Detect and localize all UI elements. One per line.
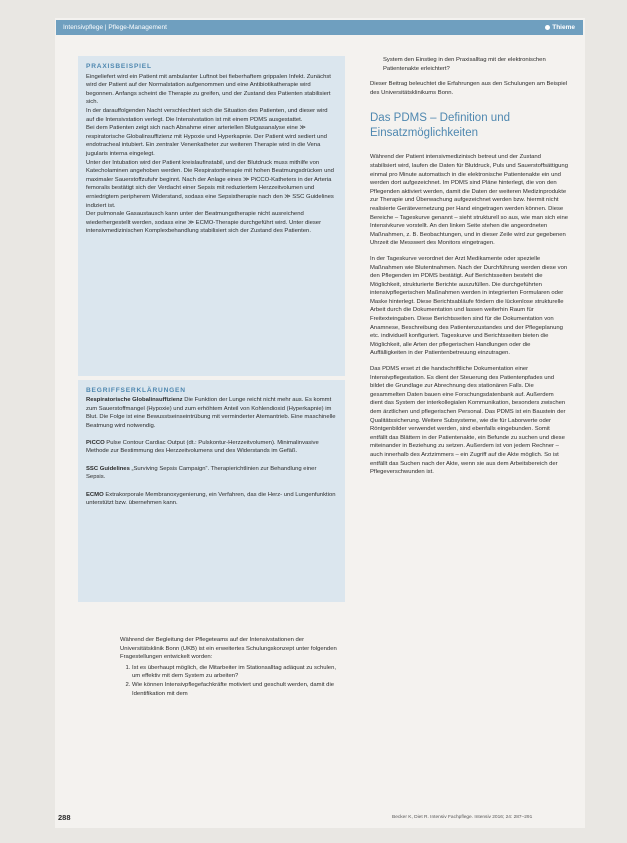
left-body-text: [120, 636, 345, 698]
glossary-entry: [86, 396, 337, 430]
praxisbeispiel-box: [78, 56, 345, 376]
glossary-definition: Die Funktion der Lunge reicht nicht mehr aus. Es kommt zum Sauerstoffmangel (Hypoxie) und zum erhöhtem Anteil von Kohlendioxid (Hyperkapnie) im Blut. Die Folge ist eine Bewusstseinseintrübung mit verminderter Atemantrieb. Eine maschinelle Beatmung wird notwendig.: [86, 397, 336, 429]
glossary-entry: [86, 465, 337, 482]
glossary-definition: „Surviving Sepsis Campaign“. Therapierichtlinien zur Behandlung einer Sepsis.: [86, 465, 317, 481]
glossary-entry: [86, 491, 337, 508]
question-item: 2. Wie können Intensivpflegefachkräfte motiviert und geschult werden, damit die Identifikation mit dem: [132, 681, 345, 698]
glossary-definition: Pulse Contour Cardiac Output (dt.: Pulskontur-Herzzeitvolumen). Minimalinvasive Methode zur Bestimmung des Herzzeitvolumens und des Widerstands im Gefäß.: [86, 440, 319, 455]
publisher-name: Thieme: [552, 24, 575, 31]
glossary-term: PiCCO: [86, 440, 105, 447]
glossary-term: ECMO: [86, 491, 104, 498]
left-intro-paragraph: Während der Begleitung der Pflegeteams auf der Intensivstationen der Universitätsklinik Bonn (UKB) ist ein erweitertes Schulungskonzept unter folgenden Fragestellungen entwickelt worden:: [120, 637, 337, 661]
page-number: 288: [58, 813, 71, 822]
glossary-term: SSC Guidelines: [86, 465, 130, 472]
glossary-definition: Extrakorporale Membranoxygenierung, ein Verfahren, das die Herz- und Lungenfunktion unterstützt bzw. übernehmen kann.: [86, 491, 336, 507]
praxisbeispiel-title: PRAXISBEISPIEL: [86, 63, 152, 70]
thieme-logo-icon: [545, 25, 550, 30]
citation-footer: Becker K, Diet R. Intensiv Fachpflege. Intensiv 2016; 24: 287–291: [392, 815, 533, 820]
glossary-entry: [86, 439, 337, 456]
praxis-paragraph-3: Bei dem Patienten zeigt sich nach Abnahme einer arteriellen Blutgasanalyse eine ≫ respiratorische Globalinsuffizienz mit Hypoxie und Hyperkapnie. Der Patient wird sediert und endotracheal intubiert. Ein zentraler Venenkatheter zur weiteren Therapie wird in die Vena jugularis interna eingelegt.: [86, 125, 327, 157]
glossary-term: Respiratorische Globalinsuffizienz: [86, 397, 183, 404]
question-list: [120, 664, 345, 698]
continuation-text: System den Einstieg in den Praxisalltag mit der elektronischen Patientenakte erleichtert?: [383, 57, 546, 72]
body-paragraph-1: Während der Patient intensivmedizinisch betreut und der Zustand stabilisiert wird, laufen die Daten für Blutdruck, Puls und Sauerstoffsättigung einmal pro Minute automatisch in die elektronische Patientenakte ein und werden dort aufgezeichnet. Im PDMS sind Pläne hinterlegt, die von den Pflegenden aktiviert werden, damit die Daten der weiteren Medizinprodukte zur Therapie und Überwachung aufgezeichnet werden bzw. hiermit nicht realisierte Gerätevernetzung per Hand eingetragen werden können. Diese Bereiche – Tageskurve genannt – sieht strukturell so aus, wie man sich eine Intensivkurve vorstellt. An den linken Seite stehen die angeordneten Maßnahmen, z. B. Beobachtungen, und in dieser Zeile wird zur gegebenen Uhrzeit die Messwert des Monitors eingetragen.: [370, 154, 568, 247]
intro-paragraph: Dieser Beitrag beleuchtet die Erfahrungen aus den Schulungen am Beispiel des Universitätsklinikums Bonn.: [370, 81, 568, 96]
praxis-paragraph-1: Eingeliefert wird ein Patient mit ambulanter Luftnot bei fieberhaftem grippalen Infekt. Zunächst wird der Patient auf der Normalstation aufgenommen und eine Antibiotikatherapie wird begonnen. Anfangs scheint die Therapie zu greifen, und der Zustand des Patienten stabilisiert sich.: [86, 73, 331, 106]
begriffserklaerungen-title: BEGRIFFSERKLÄRUNGEN: [86, 387, 186, 394]
header-section-label: Intensivpflege | Pflege-Management: [63, 24, 167, 31]
section-heading: Das PDMS – Definition und Einsatzmöglichkeiten: [370, 112, 510, 140]
right-column: [370, 56, 568, 484]
praxis-paragraph-2: In der darauffolgenden Nacht verschlechtert sich die Situation des Patienten, und dieser wird auf die Intensivstation verlegt. Die Intensivstation ist mit einem PDMS ausgestattet.: [86, 107, 328, 123]
question-item: 1. Ist es überhaupt möglich, die Mitarbeiter im Stationsalltag adäquat zu schulen, um effektiv mit dem System zu arbeiten?: [132, 664, 345, 681]
body-paragraph-2: In der Tageskurve verordnet der Arzt Medikamente oder spezielle Maßnahmen wie Blutentnahmen. Nach der Durchführung werden diese von den Pflegenden im PDMS bestätigt. Auf Berichtsseiten besteht die Möglichkeit, strukturierte Berichte auszufüllen. Die durchgeführten intensivpflegerischen Maßnahmen werden in integrierten Formularen oder Maske hinterlegt. Diese Berichtsabläufe fördern die lückenlose strukturelle Arbeit durch die Dokumentation und lassen weiterhin Raum für Freitexteingaben. Diese Berichtsseiten sind für die Dokumentation von Anamnese, Beschreibung des Patientenzustandes und der Pflegeplanung etc. individuell konfiguriert. Tageskurve und Berichtsseiten bieten die Möglichkeit, alle Arten der pflegerischen Handlungen oder die Auffälligkeiten in der Patientenbetreuung einzutragen.: [370, 255, 568, 357]
begriffserklaerungen-box: [78, 380, 345, 602]
body-paragraph-3: Das PDMS erset zt die handschriftliche Dokumentation einer Intensivpflegestation. Es dient der Steuerung des Patientenpfades und bildet die Grundlage zur Abrechnung des stationären Falls. Die gesammelten Daten bauen eine Forschungsdatenbank auf. Außerdem dient das System der interkollegialen Kommunikation, besonders zwischen dem ärztlichen und pflegerischen Personal. Das PDMS ist ein Baustein der Qualitätssicherung. Weitere Subsysteme, wie die für Laborwerte oder Röntgenbilder verwendet werden, sind ebenfalls eingebunden. Somit entfällt das Blättern in der Patientenakte, ein Befunde zu suchen und diese miteinander in Beziehung zu setzen. Außerdem ist von jedem Rechner – auch innerhalb des Arztzimmers – ein Zugriff auf die Akte möglich. So ist entfällt das Suchen nach der Akte, wenn sie aus dem Arbeitsbereich der Pflegeverschwunden ist.: [370, 366, 566, 476]
publisher-logo: [545, 20, 575, 35]
praxis-paragraph-5: Der pulmonale Gasaustausch kann unter der Beatmungstherapie nicht ausreichend wiederhergestellt werden, sodass eine ≫ ECMO-Therapie durchgeführt wird. Unter dieser intensivmedizinischen Komplexbehandlung stabilisiert sich der Zustand des Patienten.: [86, 211, 322, 235]
running-header: [56, 20, 583, 35]
praxis-paragraph-4: Unter der Intubation wird der Patient kreislaufinstabil, und der Blutdruck muss mithilfe von Katecholaminen angehoben werden. Die Respiratortherapie mit hohen Beatmungsdrücken und maximaler Sauerstoffzufuhr beginnt. Nach der Anlage eines ≫ PiCCO-Katheters in der Arteria femoralis bestätigt sich der Verdacht einer Sepsis mit reduziertem Herzzeitvolumen und erniedrigtem peripherem Widerstand, sodass eine Sepsistherapie nach den ≫ SSC Guidelines indiziert ist.: [86, 159, 334, 209]
